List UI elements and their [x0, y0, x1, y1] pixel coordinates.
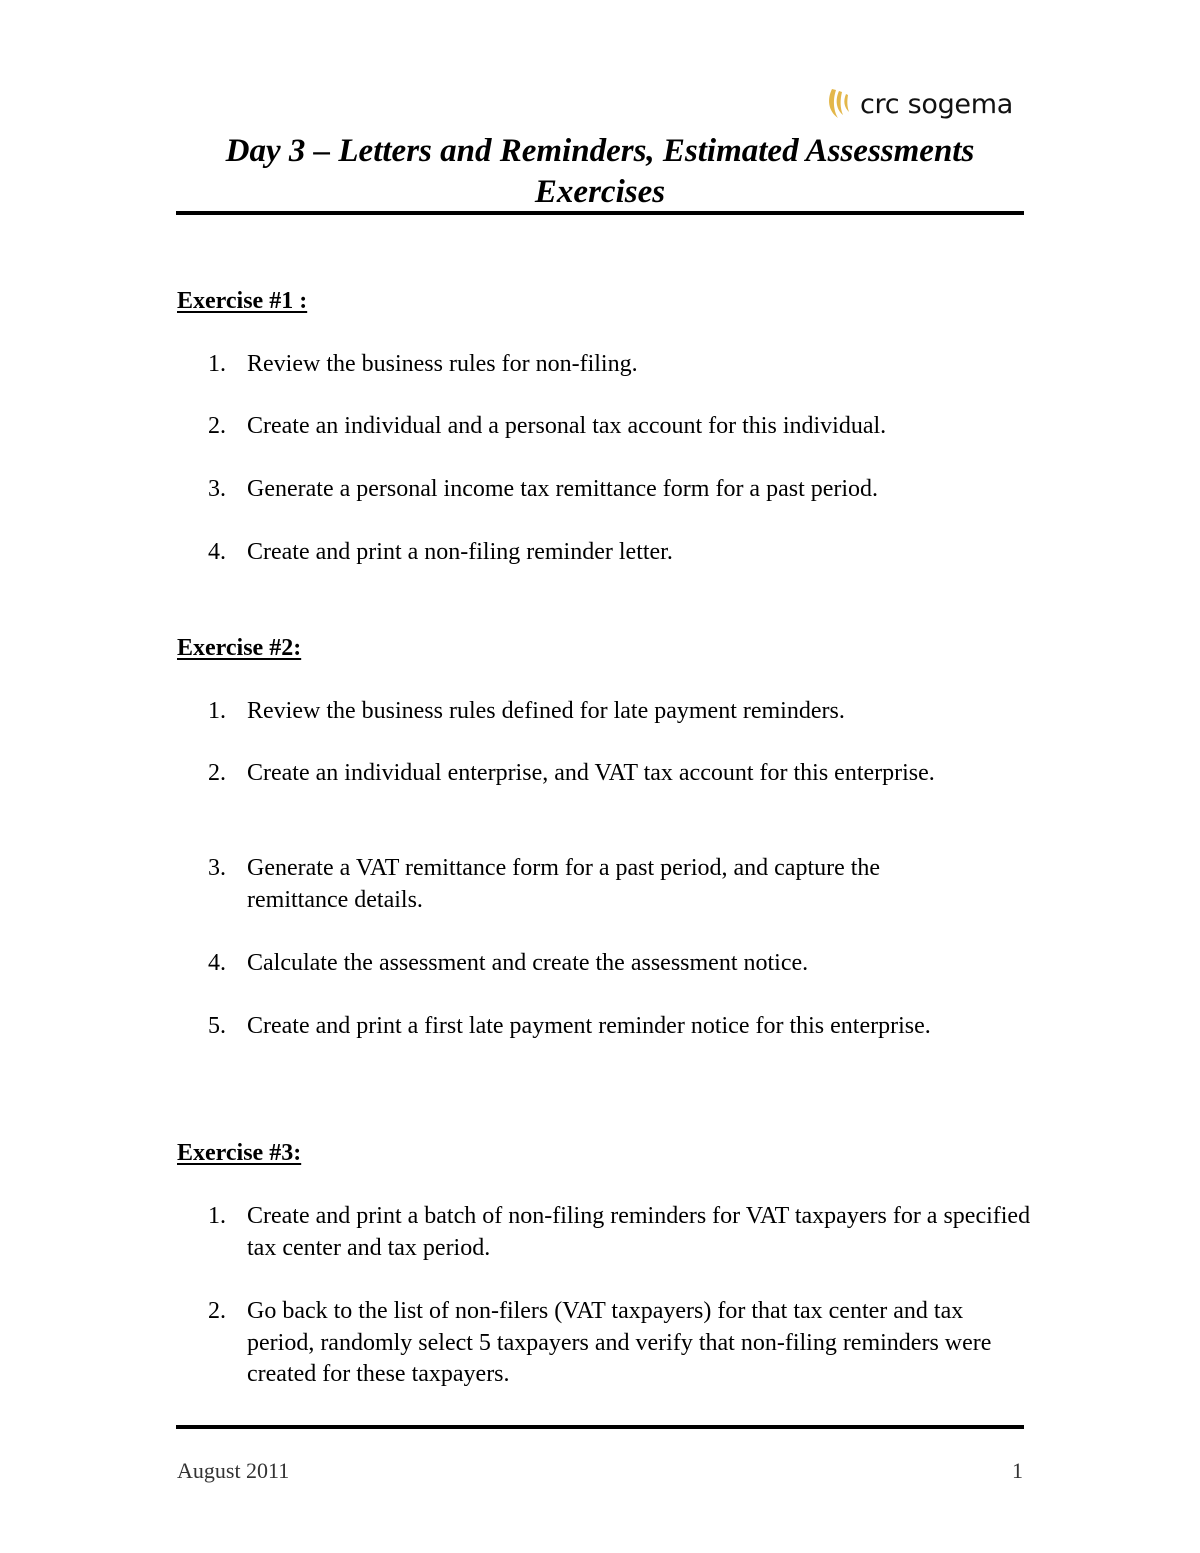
page-title: Day 3 – Letters and Reminders, Estimated Assessments [225, 133, 975, 169]
item-text: Review the business rules for non-filing. [247, 351, 638, 377]
item-text: Create and print a non-filing reminder letter. [247, 539, 673, 565]
exercise-3-heading: Exercise #3: [177, 1140, 302, 1166]
logo-swoosh-icon [826, 87, 856, 121]
logo-text: crc sogema [860, 88, 1013, 120]
item-number: 3. [208, 476, 226, 502]
page-subtitle: Exercises [534, 174, 666, 210]
item-text: Go back to the list of non-filers (VAT taxpayers) for that tax center and tax period, randomly select 5 taxpayers and verify that non-filing reminders were created for these taxpayers. [247, 1298, 992, 1387]
item-text: Create and print a batch of non-filing reminders for VAT taxpayers for a specified tax center and tax period. [247, 1203, 1031, 1261]
item-number: 1. [208, 351, 226, 377]
item-text: Generate a personal income tax remittance form for a past period. [247, 476, 879, 502]
header-divider [176, 211, 1024, 215]
item-number: 1. [208, 698, 226, 724]
item-number: 2. [208, 413, 226, 439]
item-number: 4. [208, 539, 226, 565]
item-number: 1. [208, 1203, 226, 1229]
item-number: 5. [208, 1013, 226, 1039]
item-text: Review the business rules defined for late payment reminders. [247, 698, 845, 724]
company-logo [826, 84, 1013, 124]
item-text: Generate a VAT remittance form for a past period, and capture the remittance details. [247, 855, 881, 913]
item-number: 4. [208, 950, 226, 976]
footer-divider [176, 1425, 1024, 1429]
page-number: 1 [1012, 1458, 1023, 1483]
item-number: 2. [208, 760, 226, 786]
exercise-2-heading: Exercise #2: [177, 635, 302, 661]
item-text: Create an individual and a personal tax account for this individual. [247, 413, 887, 439]
footer-date: August 2011 [177, 1458, 290, 1483]
exercise-1-heading: Exercise #1 : [177, 288, 308, 314]
item-number: 2. [208, 1298, 226, 1324]
item-number: 3. [208, 855, 226, 881]
item-text: Calculate the assessment and create the assessment notice. [247, 950, 809, 976]
item-text: Create an individual enterprise, and VAT tax account for this enterprise. [247, 760, 935, 786]
item-text: Create and print a first late payment reminder notice for this enterprise. [247, 1013, 931, 1039]
